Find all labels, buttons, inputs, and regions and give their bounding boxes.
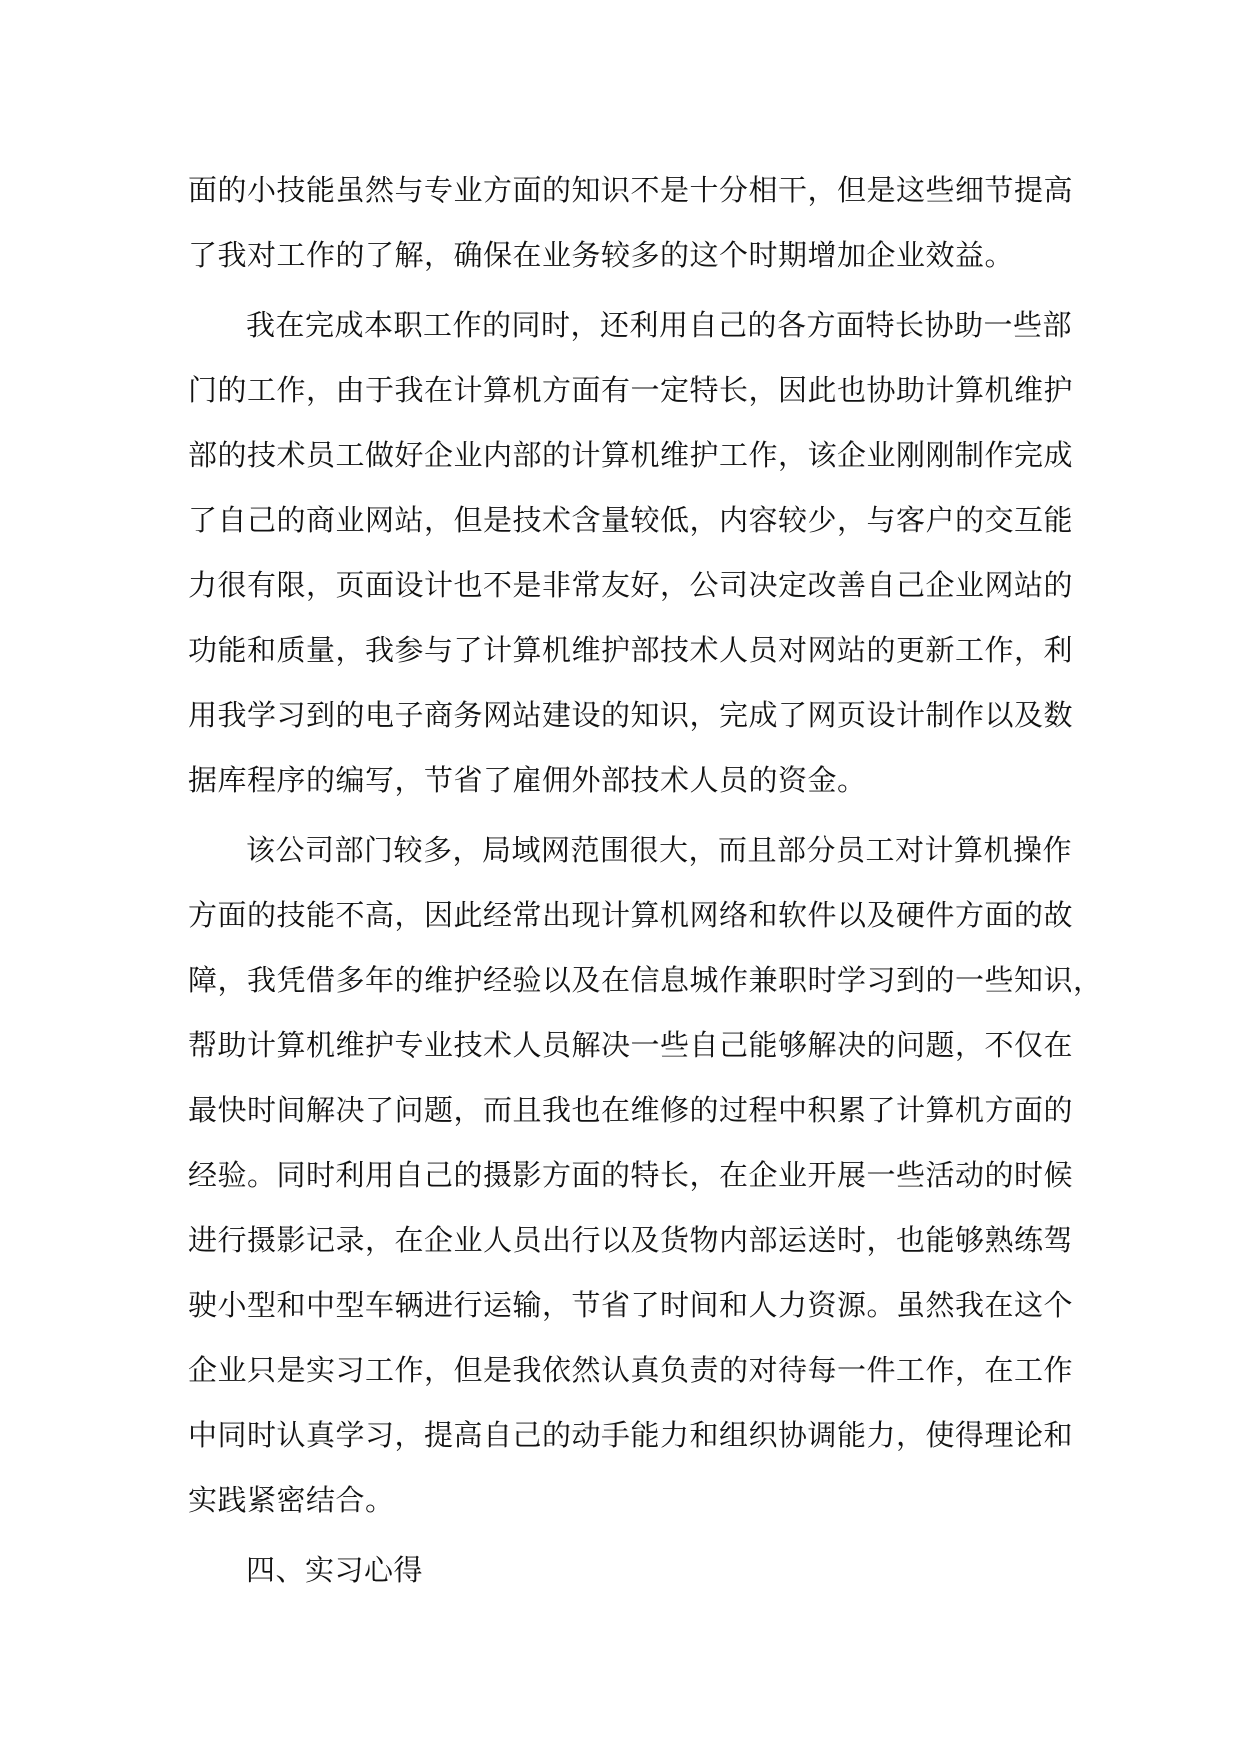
text-line: 功能和质量，我参与了计算机维护部技术人员对网站的更新工作，利 — [188, 633, 1074, 667]
text-line: 力很有限，页面设计也不是非常友好，公司决定改善自己企业网站的 — [188, 568, 1074, 602]
text-line: 企业只是实习工作，但是我依然认真负责的对待每一件工作，在工作 — [188, 1353, 1074, 1387]
paragraph — [188, 818, 1103, 1533]
text-line: 门的工作，由于我在计算机方面有一定特长，因此也协助计算机维护 — [188, 373, 1074, 407]
text-line: 该公司部门较多，局域网范围很大，而且部分员工对计算机操作 — [246, 833, 1073, 867]
text-line: 据库程序的编写，节省了雇佣外部技术人员的资金。 — [188, 763, 867, 797]
paragraph — [188, 158, 1074, 288]
text-line: 障，我凭借多年的维护经验以及在信息城作兼职时学习到的一些知识， — [188, 963, 1103, 997]
text-line: 面的小技能虽然与专业方面的知识不是十分相干，但是这些细节提高 — [188, 173, 1074, 207]
paragraph — [188, 293, 1074, 813]
text-line: 进行摄影记录，在企业人员出行以及货物内部运送时，也能够熟练驾 — [188, 1223, 1074, 1257]
text-line: 经验。同时利用自己的摄影方面的特长，在企业开展一些活动的时候 — [188, 1158, 1074, 1192]
section-heading — [188, 1538, 1068, 1603]
text-line: 中同时认真学习，提高自己的动手能力和组织协调能力，使得理论和 — [188, 1418, 1074, 1452]
text-line: 我在完成本职工作的同时，还利用自己的各方面特长协助一些部 — [246, 308, 1073, 342]
text-line: 方面的技能不高，因此经常出现计算机网络和软件以及硬件方面的故 — [188, 898, 1074, 932]
text-line: 四、实习心得 — [246, 1553, 424, 1587]
text-line: 实践紧密结合。 — [188, 1483, 395, 1517]
document-body — [188, 158, 1103, 1603]
text-line: 最快时间解决了问题，而且我也在维修的过程中积累了计算机方面的 — [188, 1093, 1074, 1127]
text-line: 了自己的商业网站，但是技术含量较低，内容较少，与客户的交互能 — [188, 503, 1074, 537]
text-line: 帮助计算机维护专业技术人员解决一些自己能够解决的问题，不仅在 — [188, 1028, 1074, 1062]
text-line: 用我学习到的电子商务网站建设的知识，完成了网页设计制作以及数 — [188, 698, 1074, 732]
text-line: 驶小型和中型车辆进行运输，节省了时间和人力资源。虽然我在这个 — [188, 1288, 1074, 1322]
text-line: 部的技术员工做好企业内部的计算机维护工作，该企业刚刚制作完成 — [188, 438, 1074, 472]
text-line: 了我对工作的了解，确保在业务较多的这个时期增加企业效益。 — [188, 238, 1015, 272]
